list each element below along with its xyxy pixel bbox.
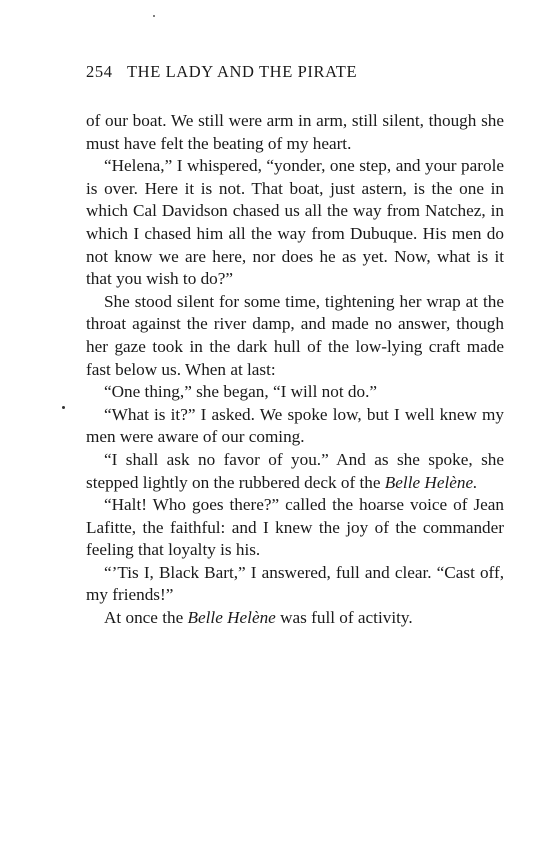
- print-speck: [153, 15, 155, 17]
- paragraph: “Halt! Who goes there?” called the hoarse voice of Jean Lafitte, the faithful: and I knew the joy of the commander feeling that loyalty is his.: [86, 495, 504, 560]
- paragraph-text: “I shall ask no favor of you.” And as she spoke, she stepped lightly on the rubbered deck of the: [86, 449, 504, 492]
- print-speck: [62, 406, 65, 409]
- paragraph-text: At once the: [104, 608, 188, 628]
- paragraph-text: was full of activity.: [275, 608, 413, 628]
- paragraph: “Helena,” I whispered, “yonder, one step, and your parole is over. Here it is not. That boat, just astern, is the one in which Cal Davidson chased us all the way from Natchez, in which I chased him all the way from Dubuque. His men do not know we are here, nor does he as yet. Now, what is it that you wish to do?”: [86, 156, 504, 289]
- paragraph: of our boat. We still were arm in arm, still silent, though she must have felt the beating of my heart.: [86, 111, 504, 153]
- paragraph: “One thing,” she began, “I will not do.”: [104, 382, 378, 402]
- paragraph: “What is it?” I asked. We spoke low, but I well knew my men were aware of our coming.: [86, 404, 504, 447]
- paragraph: [86, 607, 504, 630]
- body-text: [86, 110, 504, 630]
- boat-name: Belle Helène.: [384, 472, 478, 492]
- page-number: 254: [86, 62, 113, 81]
- running-header: [86, 62, 506, 82]
- paragraph: She stood silent for some time, tightening her wrap at the throat against the river damp, and made no answer, though her gaze took in the dark hull of the low-lying craft made fast below us. When at last:: [86, 291, 504, 379]
- boat-name: Belle Helène: [187, 608, 276, 628]
- running-title: THE LADY AND THE PIRATE: [127, 62, 358, 81]
- paragraph: [86, 449, 504, 494]
- paragraph: “’Tis I, Black Bart,” I answered, full and clear. “Cast off, my friends!”: [86, 562, 504, 605]
